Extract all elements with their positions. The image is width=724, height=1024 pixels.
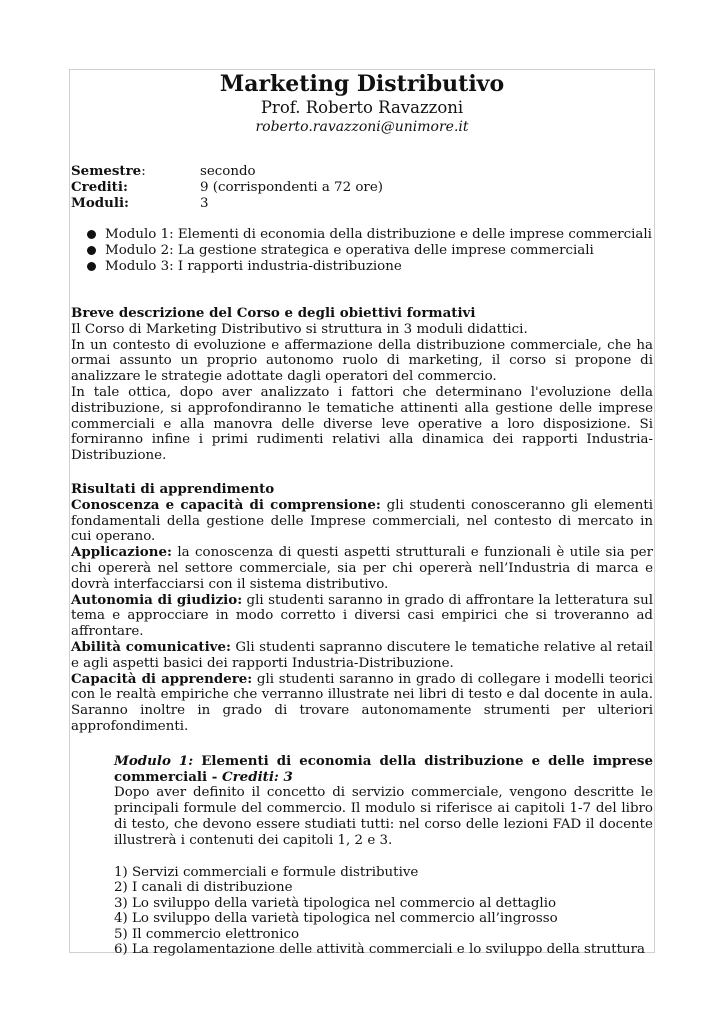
bullet-icon — [87, 262, 96, 271]
paragraph: In tale ottica, dopo aver analizzato i fattori che determinano l'evoluzione della distribuzione, si approfondiranno le tematiche attinenti alla gestione delle imprese commerciali e alla manovra delle diverse leve operative a loro disposizione. Si forniranno infine i primi rudimenti relativi alla dinamica dei rapporti Industria-Distribuzione. — [71, 384, 653, 464]
meta-label: Moduli: — [71, 195, 129, 211]
course-title: Marketing Distributivo — [219, 71, 505, 97]
professor-name: Prof. Roberto Ravazzoni — [260, 98, 464, 117]
document — [71, 70, 653, 958]
chapter-list — [114, 865, 653, 958]
meta-label: Semestre — [71, 163, 142, 179]
list-item: 2) I canali di distribuzione — [114, 880, 293, 895]
module-label: Modulo 1: — [114, 752, 194, 769]
paragraph: In un contesto di evoluzione e affermazione della distribuzione commerciale, che ha ormai assunto un proprio autonomo ruolo di marketing, il corso si propone di analizzare le strategie adottate dagli operatori del commercio. — [71, 337, 653, 385]
result-item — [71, 640, 653, 672]
module-title: Elementi di economia della distribuzione e delle imprese commerciali - — [114, 752, 653, 785]
description-section — [71, 306, 653, 464]
meta-value: secondo — [200, 164, 256, 179]
meta-label: Crediti: — [71, 179, 128, 195]
meta-label-suffix: : — [141, 164, 146, 179]
list-item: 5) Il commercio elettronico — [114, 926, 300, 942]
module-heading — [114, 754, 653, 786]
meta-value: 9 (corrispondenti a 72 ore) — [200, 180, 383, 195]
list-item: 6) La regolamentazione delle attività commerciali e lo sviluppo della struttura — [114, 942, 646, 957]
module-item-label: Modulo 2: La gestione strategica e operativa delle imprese commerciali — [105, 243, 594, 258]
result-text: Gli studenti sapranno discutere le tematiche relative al retail e agli aspetti basici dei rapporti Industria-Distribuzione. — [71, 639, 653, 671]
meta-row-credits — [71, 180, 653, 196]
list-item — [87, 227, 653, 243]
module-item-label: Modulo 1: Elementi di economia della distribuzione e delle imprese commerciali — [105, 227, 652, 242]
result-item — [71, 593, 653, 640]
module-list — [71, 227, 653, 275]
bullet-icon — [87, 230, 96, 239]
result-text: gli studenti saranno in grado di collegare i modelli teorici con le realtà empiriche che verranno illustrate nei libri di testo e dal docente in aula. Saranno inoltre in grado di trovare autonomamente strumenti per ulteriori approfondimenti. — [71, 671, 653, 734]
list-item: 4) Lo sviluppo della varietà tipologica nel commercio all’ingrosso — [114, 911, 558, 926]
result-item — [71, 498, 653, 545]
bullet-icon — [87, 246, 96, 255]
result-label: Applicazione: — [71, 544, 172, 561]
section-heading: Breve descrizione del Corso e degli obiettivi formativi — [71, 305, 476, 321]
result-label: Conoscenza e capacità di comprensione: — [71, 496, 381, 513]
section-heading: Risultati di apprendimento — [71, 480, 275, 497]
module-credits: Crediti: 3 — [221, 768, 293, 785]
meta-row-semester — [71, 164, 653, 180]
module-item-label: Modulo 3: I rapporti industria-distribuzione — [105, 259, 402, 274]
course-meta — [71, 164, 653, 212]
professor-email[interactable]: roberto.ravazzoni@unimore.it — [255, 119, 469, 135]
meta-row-modules — [71, 196, 653, 212]
paragraph: Il Corso di Marketing Distributivo si struttura in 3 moduli didattici. — [71, 321, 528, 337]
list-item: 1) Servizi commerciali e formule distributive — [114, 864, 419, 880]
list-item — [87, 243, 653, 259]
list-item: 3) Lo sviluppo della varietà tipologica nel commercio al dettaglio — [114, 895, 557, 911]
result-text: gli studenti saranno in grado di affrontare la letteratura sul tema e approcciare in modo corretto i diversi casi empirici che si troveranno ad affrontare. — [71, 592, 653, 640]
module-1-section — [114, 754, 653, 958]
result-item — [71, 672, 653, 735]
result-text: la conoscenza di questi aspetti strutturali e funzionali è utile sia per chi opererà nel settore commerciale, sia per chi opererà nell’Industria di marca e dovrà interfacciarsi con il sistema distributivo. — [71, 545, 653, 592]
result-text: gli studenti conosceranno gli elementi fondamentali della gestione delle Imprese commerciali, nel contesto di mercato in cui operano. — [71, 497, 653, 545]
module-description: Dopo aver definito il concetto di servizio commerciale, vengono descritte le principali formule del commercio. Il modulo si riferisce ai capitoli 1-7 del libro di testo, che devono essere studiati tutti: nel corso delle lezioni FAD il docente illustrerà i contenuti dei capitoli 1, 2 e 3. — [114, 785, 653, 848]
result-label: Capacità di apprendere: — [71, 670, 253, 687]
result-label: Autonomia di giudizio: — [71, 591, 243, 608]
result-label: Abilità comunicative: — [71, 638, 231, 655]
meta-value: 3 — [200, 196, 209, 211]
list-item — [87, 259, 653, 275]
result-item — [71, 545, 653, 592]
results-section — [71, 482, 653, 735]
